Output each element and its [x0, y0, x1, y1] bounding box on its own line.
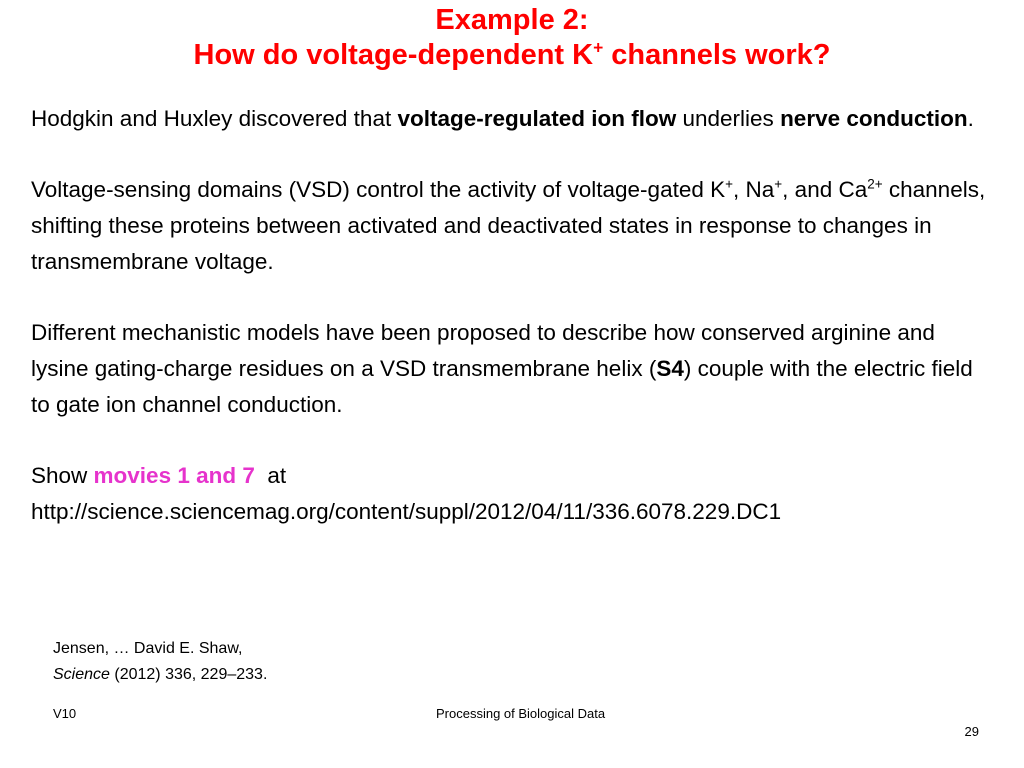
citation-journal: Science: [53, 666, 110, 683]
p2-sup-ca: 2+: [867, 176, 883, 192]
p1-text-c: underlies: [676, 106, 781, 131]
slide-title: [0, 4, 1024, 71]
footer-course-title: Processing of Biological Data: [436, 706, 606, 721]
citation: [53, 636, 267, 688]
p2-text-b: , Na: [733, 177, 775, 203]
movies-url[interactable]: http://science.sciencemag.org/content/suppl/2012/04/11/336.6078.229.DC1: [31, 498, 782, 524]
title-line-2-text-b: channels work?: [603, 39, 831, 71]
movies-highlight: movies 1 and 7: [93, 462, 255, 488]
p3-text-c: ) couple with the electric field to gate ion channel conduction.: [31, 355, 973, 417]
p3-text-a: Different mechanistic models have been proposed to describe how conserved arginine and lysine gating-charge residues on a VSD transmembrane helix (: [31, 320, 935, 381]
paragraph-vsd: [31, 172, 991, 279]
p3-bold-s4: S4: [656, 355, 684, 381]
citation-source: [53, 662, 267, 688]
p2-sup-k: +: [725, 176, 734, 192]
p2-text-c: , and Ca: [782, 177, 868, 203]
p2-text-a: Voltage-sensing domains (VSD) control the activity of voltage-gated K: [31, 177, 726, 203]
p1-text-e: .: [967, 106, 974, 131]
citation-details: (2012) 336, 229–233.: [109, 666, 268, 683]
p1-bold-nerve-conduction: nerve conduction: [780, 106, 968, 131]
paragraph-mechanistic-models: [31, 315, 991, 422]
p1-text-a: Hodgkin and Huxley discovered that: [31, 106, 398, 131]
p4-text-c: at: [254, 462, 287, 488]
p2-text-d: channels, shifting these proteins between activated and deactivated states in response to changes in transmembrane voltage.: [31, 177, 986, 274]
paragraph-show-movies: [31, 458, 991, 529]
slide-body: [31, 101, 991, 529]
title-superscript: +: [593, 37, 604, 58]
p2-sup-na: +: [774, 176, 783, 192]
page-number: 29: [964, 724, 979, 739]
title-line-2-text-a: How do voltage-dependent K: [193, 39, 594, 71]
title-line-1: Example 2:: [435, 4, 589, 36]
paragraph-hodgkin-huxley: [31, 101, 991, 137]
title-line-2: [0, 39, 1024, 71]
p4-text-a: Show: [31, 462, 94, 488]
p1-bold-voltage-regulated: voltage-regulated ion flow: [397, 106, 677, 131]
citation-authors: Jensen, … David E. Shaw,: [53, 640, 243, 657]
footer-version: V10: [53, 706, 77, 721]
